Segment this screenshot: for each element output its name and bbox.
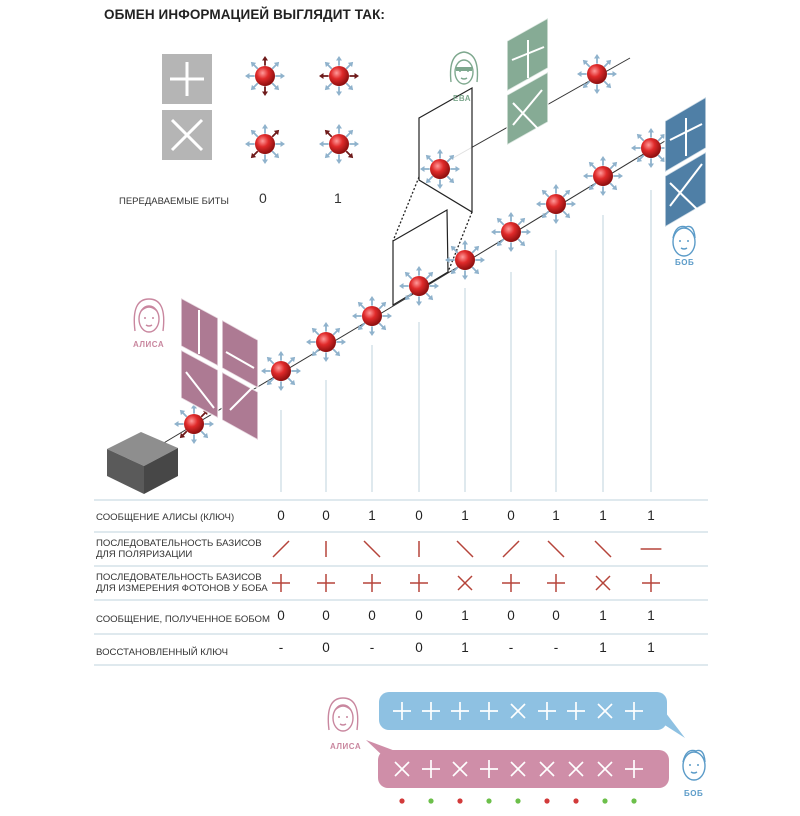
eve-avatar xyxy=(451,52,478,84)
bit-zero-label: 0 xyxy=(259,190,267,206)
table-cell: 0 xyxy=(277,608,285,623)
plus-basis-mark xyxy=(502,574,520,592)
photon xyxy=(399,266,439,306)
alice-avatar xyxy=(134,299,163,332)
bob-dialog-label: БОБ xyxy=(684,789,704,798)
table-cell: 0 xyxy=(552,608,560,623)
table-cell: 1 xyxy=(647,640,655,655)
photon xyxy=(306,322,346,362)
table-cell: 0 xyxy=(415,508,423,523)
table-cell: 1 xyxy=(461,608,469,623)
page-title: ОБМЕН ИНФОРМАЦИЕЙ ВЫГЛЯДИТ ТАК: xyxy=(104,7,386,22)
table-cell: 1 xyxy=(647,608,655,623)
plus-basis-mark xyxy=(317,574,335,592)
table-cell: 1 xyxy=(599,508,607,523)
photon xyxy=(536,184,576,224)
plus-basis-mark xyxy=(642,574,660,592)
row-label-polarization-bases: ПОСЛЕДОВАТЕЛЬНОСТЬ БАЗИСОВ ДЛЯ ПОЛЯРИЗАЦИИ xyxy=(96,538,262,560)
match-dot xyxy=(428,798,433,803)
table-cell: 0 xyxy=(277,508,285,523)
table-cell: 1 xyxy=(647,508,655,523)
photon xyxy=(420,149,460,189)
legend-photon-horizontal xyxy=(319,56,359,96)
table-cell: 0 xyxy=(415,608,423,623)
plus-basis-mark xyxy=(272,574,290,592)
cross-basis-mark xyxy=(458,576,472,590)
plus-basis-mark xyxy=(410,574,428,592)
table-cell: 0 xyxy=(322,640,330,655)
polarization-mark xyxy=(364,541,380,557)
polarization-mark xyxy=(457,541,473,557)
table-cell: 0 xyxy=(415,640,423,655)
plus-basis-mark xyxy=(363,574,381,592)
row-label-bob-bases: ПОСЛЕДОВАТЕЛЬНОСТЬ БАЗИСОВ ДЛЯ ИЗМЕРЕНИЯ ФОТОНОВ У БОБА xyxy=(96,572,268,594)
table-cell: 1 xyxy=(599,608,607,623)
polarization-mark xyxy=(595,541,611,557)
table-cell: - xyxy=(508,640,514,655)
photon xyxy=(352,296,392,336)
table-cell: - xyxy=(278,640,284,655)
cross-basis-mark xyxy=(596,576,610,590)
table-cell: - xyxy=(553,640,559,655)
match-dot xyxy=(544,798,549,803)
polarization-mark xyxy=(273,541,289,557)
photon xyxy=(577,54,617,94)
match-dot xyxy=(573,798,578,803)
bob-dialog-avatar xyxy=(683,750,705,780)
match-dot xyxy=(515,798,520,803)
legend-photon-diagonal xyxy=(245,124,285,164)
legend-photon-vertical xyxy=(245,56,285,96)
photon xyxy=(491,212,531,252)
bob-avatar xyxy=(673,226,695,256)
table-cell: 0 xyxy=(507,608,515,623)
alice-label: АЛИСА xyxy=(133,340,165,349)
bob-label: БОБ xyxy=(675,258,695,267)
row-label-recovered-key: ВОССТАНОВЛЕННЫЙ КЛЮЧ xyxy=(96,647,228,658)
legend-photon-antidiagonal xyxy=(319,124,359,164)
polarization-mark xyxy=(503,541,519,557)
table-cell: 1 xyxy=(461,640,469,655)
match-dot xyxy=(486,798,491,803)
match-dot xyxy=(457,798,462,803)
table-cell: 1 xyxy=(368,508,376,523)
alice-dialog-label: АЛИСА xyxy=(330,742,362,751)
polarization-mark xyxy=(548,541,564,557)
alice-dialog-avatar xyxy=(328,698,357,731)
match-dot xyxy=(602,798,607,803)
table-cell: 0 xyxy=(507,508,515,523)
table-cell: 1 xyxy=(552,508,560,523)
eve-label: ЕВА xyxy=(453,94,471,103)
table-cell: 1 xyxy=(599,640,607,655)
row-label-bob-message: СООБЩЕНИЕ, ПОЛУЧЕННОЕ БОБОМ xyxy=(96,614,270,625)
bits-label: ПЕРЕДАВАЕМЫЕ БИТЫ xyxy=(119,196,229,207)
row-label-alice-message: СООБЩЕНИЕ АЛИСЫ (КЛЮЧ) xyxy=(96,512,235,523)
match-dot xyxy=(399,798,404,803)
table-cell: 1 xyxy=(461,508,469,523)
table-cell: - xyxy=(369,640,375,655)
table-cell: 0 xyxy=(322,508,330,523)
table-cell: 0 xyxy=(322,608,330,623)
photon xyxy=(583,156,623,196)
bit-one-label: 1 xyxy=(334,190,342,206)
photon xyxy=(445,240,485,280)
photon xyxy=(261,351,301,391)
table-cell: 0 xyxy=(368,608,376,623)
match-dot xyxy=(631,798,636,803)
eve-measure-plane xyxy=(419,88,472,212)
plus-basis-mark xyxy=(547,574,565,592)
